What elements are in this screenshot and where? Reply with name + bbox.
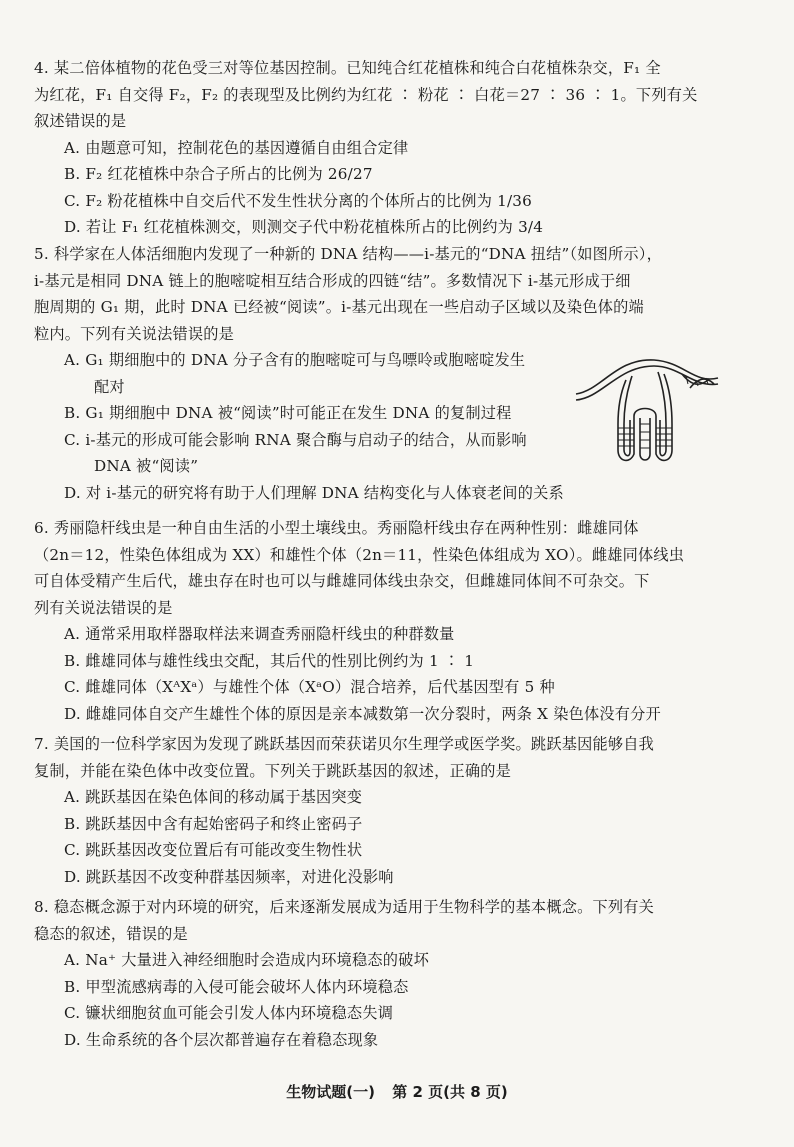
question-number: 8. [34, 898, 49, 916]
question-number: 7. [34, 735, 49, 753]
option-c: C. 跳跃基因改变位置后有可能改变生物性状 [64, 841, 363, 859]
option-c: C. i-基元的形成可能会影响 RNA 聚合酶与启动子的结合，从而影响 [64, 430, 527, 449]
option-d: D. 生命系统的各个层次都普遍存在着稳态现象 [64, 1030, 379, 1049]
question-stem-line: 列有关说法错误的是 [34, 598, 173, 617]
question-stem-line: 胞周期的 G₁ 期，此时 DNA 已经被“阅读”。i-基元出现在一些启动子区域以及染色体的端 [34, 298, 644, 316]
option-c-continued: DNA 被“阅读” [94, 457, 199, 475]
option-d: D. 雌雄同体自交产生雄性个体的原因是亲本减数第一次分裂时，两条 X 染色体没有分开 [64, 704, 661, 723]
option-a: A. Na⁺ 大量进入神经细胞时会造成内环境稳态的破坏 [64, 951, 429, 969]
question-stem-line: 为红花，F₁ 自交得 F₂，F₂ 的表现型及比例约为红花 ∶ 粉花 ∶ 白花＝27 ∶ 36 ∶ 1。下列有关 [34, 85, 698, 104]
question-stem-line: 复制，并能在染色体中改变位置。下列关于跳跃基因的叙述，正确的是 [34, 761, 512, 780]
question-stem-line: （2n＝12，性染色体组成为 XX）和雄性个体（2n＝11，性染色体组成为 XO）。雌雄同体线虫 [34, 545, 685, 564]
option-c: C. F₂ 粉花植株中自交后代不发生性状分离的个体所占的比例为 1/36 [64, 191, 533, 210]
question-stem-line: 4. 某二倍体植物的花色受三对等位基因控制。已知纯合红花植株和纯合白花植株杂交，F₁ 全 [34, 59, 661, 77]
question-stem-line: 6. 秀丽隐杆线虫是一种自由生活的小型土壤线虫。秀丽隐杆线虫存在两种性别：雌雄同体 [34, 519, 639, 537]
option-c: C. 雌雄同体（XᴬXᵃ）与雄性个体（XᵃO）混合培养，后代基因型有 5 种 [64, 678, 555, 696]
question-stem-line: 8. 稳态概念源于对内环境的研究，后来逐渐发展成为适用于生物科学的基本概念。下列有关 [34, 898, 655, 916]
option-b: B. 甲型流感病毒的入侵可能会破坏人体内环境稳态 [64, 977, 409, 996]
option-b: B. 跳跃基因中含有起始密码子和终止密码子 [64, 814, 363, 833]
option-a: A. G₁ 期细胞中的 DNA 分子含有的胞嘧啶可与鸟嘌呤或胞嘧啶发生 [64, 351, 526, 369]
question-8 [34, 894, 724, 1053]
option-a-continued: 配对 [94, 377, 125, 396]
footer-subject: 生物试题(一) [286, 1083, 375, 1101]
option-b: B. 雌雄同体与雄性线虫交配，其后代的性别比例约为 1 ∶ 1 [64, 651, 475, 670]
question-4 [34, 55, 724, 241]
footer-page-number: 第 2 页(共 8 页) [392, 1083, 508, 1101]
option-c: C. 镰状细胞贫血可能会引发人体内环境稳态失调 [64, 1004, 394, 1022]
question-stem-line: 叙述错误的是 [34, 112, 127, 130]
question-stem-line: 粒内。下列有关说法错误的是 [34, 324, 235, 343]
question-stem-line: i-基元是相同 DNA 链上的胞嘧啶相互结合形成的四链“结”。多数情况下 i-基元形成于细 [34, 271, 631, 290]
option-b: B. F₂ 红花植株中杂合子所占的比例为 26/27 [64, 165, 373, 183]
question-number: 6. [34, 519, 49, 537]
question-stem-line: 可自体受精产生后代，雄虫存在时也可以与雌雄同体线虫杂交，但雌雄同体间不可杂交。下 [34, 572, 650, 590]
question-number: 5. [34, 245, 49, 263]
question-stem-line: 5. 科学家在人体活细胞内发现了一种新的 DNA 结构——i-基元的“DNA 扭结”（如图所示）， [34, 245, 662, 263]
option-d: D. 跳跃基因不改变种群基因频率，对进化没影响 [64, 867, 394, 886]
option-a: A. 通常采用取样器取样法来调查秀丽隐杆线虫的种群数量 [64, 625, 455, 643]
question-7 [34, 731, 724, 890]
option-a: A. 跳跃基因在染色体间的移动属于基因突变 [64, 788, 363, 806]
option-d: D. 若让 F₁ 红花植株测交，则测交子代中粉花植株所占的比例约为 3/4 [64, 218, 544, 236]
question-6 [34, 515, 724, 727]
question-number: 4. [34, 59, 49, 77]
option-a: A. 由题意可知，控制花色的基因遵循自由组合定律 [64, 138, 409, 157]
option-b: B. G₁ 期细胞中 DNA 被“阅读”时可能正在发生 DNA 的复制过程 [64, 404, 512, 422]
question-stem-line: 7. 美国的一位科学家因为发现了跳跃基因而荣获诺贝尔生理学或医学奖。跳跃基因能够自我 [34, 735, 655, 753]
question-stem-line: 稳态的叙述，错误的是 [34, 924, 188, 943]
dna-i-motif-figure [572, 354, 722, 466]
page-footer [0, 1081, 794, 1102]
option-d: D. 对 i-基元的研究将有助于人们理解 DNA 结构变化与人体衰老间的关系 [64, 483, 564, 502]
